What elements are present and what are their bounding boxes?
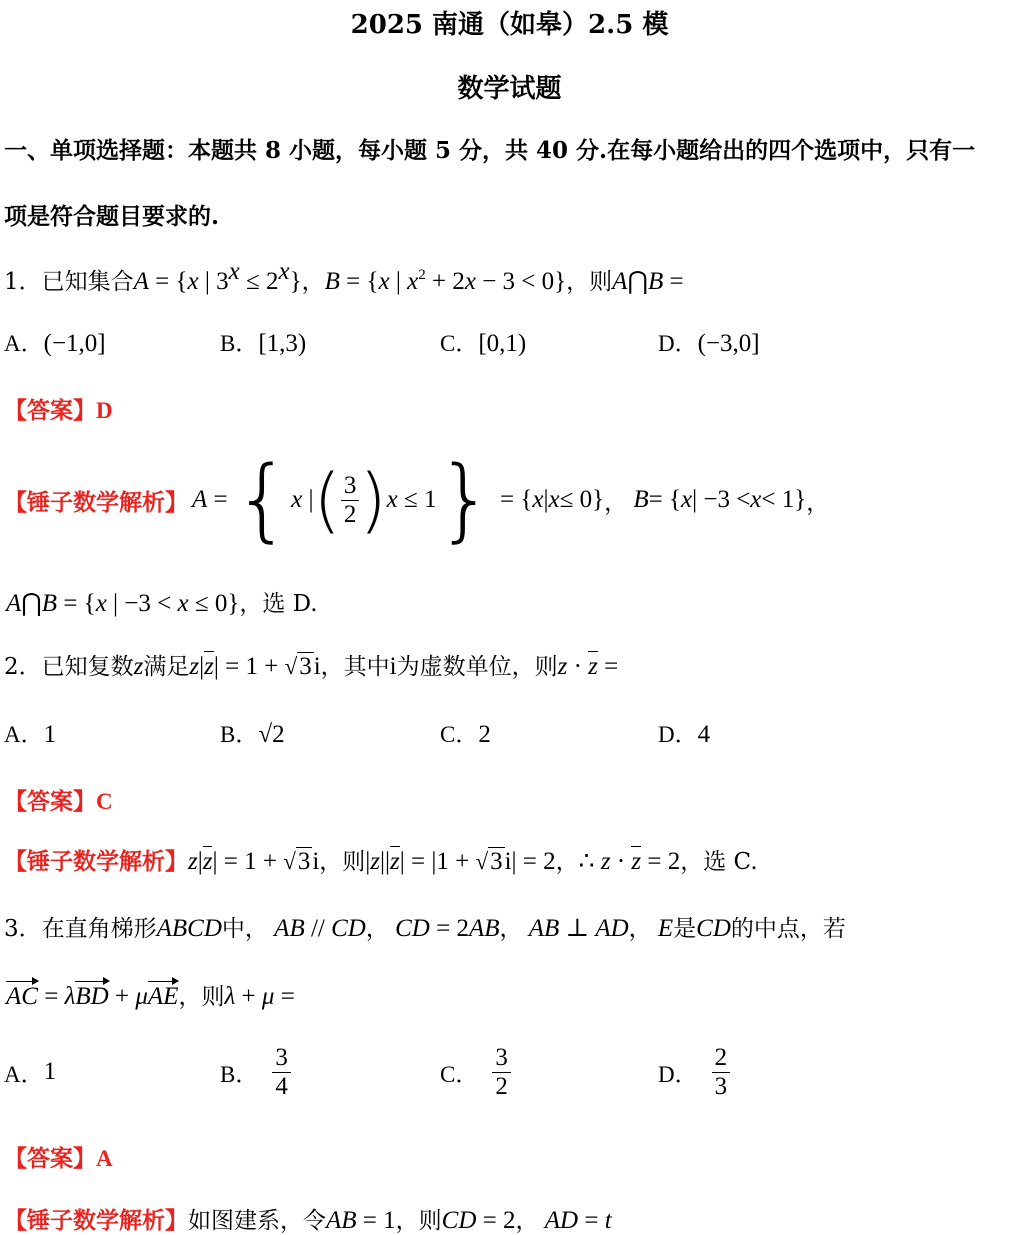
q2-analysis: 【锤子数学解析】z|z| = 1 + √3i，则|z||z| = |1 + √3i| = 2，∴ z · z = 2，选 C. [4,848,758,875]
q3-option-c[interactable]: C． $\frac{3}{2}$ [440,1040,511,1104]
q1-option-d[interactable]: D．(−3,0] [658,330,760,357]
question-number: 1． [4,269,42,295]
question-2: 2．已知复数z满足z|z| = 1 + √3i，其中i为虚数单位，则z · z = [4,653,619,680]
q1-option-c[interactable]: C．[0,1) [440,330,527,357]
q2-option-d[interactable]: D．4 [658,721,711,748]
q3-option-d[interactable]: D． $\frac{2}{3}$ [658,1040,730,1104]
question-1: 1．已知集合A = {x | $3^x \le 2^x$}，B = {x | $x^2 + 2x - 3 < 0$}，则A⋂B = [4,258,684,295]
section-heading-line2: 项是符合题目要求的. [4,203,220,230]
q1-analysis-cont: A⋂B = {x | −3 < x ≤ 0}，选 D. [6,590,318,617]
q3-answer: 【答案】A [4,1145,113,1172]
question-text: 已知集合 [41,269,134,295]
page-title: 2025 南通（如皋）2.5 模 [350,10,669,40]
q2-option-b[interactable]: B．√2 [220,721,285,748]
q1-analysis: 【锤子数学解析】 A = { x | ( $\frac{3}{2}$ ) x ≤ 1 } = { x | x ≤ 0} ， B = { x | −3 < x < 1} ， [4,447,830,552]
question-3: 3．在直角梯形ABCD中， AB // CD， CD = 2AB， AB ⊥ AD， E是CD的中点，若 [4,915,846,942]
question-3-cont: AC = λBD + μAE，则λ + μ = [6,983,295,1010]
section-heading-line1: 一、单项选择题：本题共 8 小题，每小题 5 分，共 40 分.在每小题给出的四个选项中，只有一 [4,137,976,164]
q2-option-c[interactable]: C．2 [440,721,491,748]
q2-answer: 【答案】C [4,788,113,815]
q2-option-a[interactable]: A．1 [4,721,57,748]
q3-option-a[interactable]: A． 1 [4,1058,57,1087]
q3-analysis: 【锤子数学解析】如图建系，令AB = 1，则CD = 2， AD = t [4,1207,612,1234]
page-subtitle: 数学试题 [457,74,562,104]
question-number: 3． [4,916,42,942]
question-number: 2． [4,654,42,680]
question-text: ，则 [566,269,613,295]
q1-option-b[interactable]: B．[1,3) [220,330,307,357]
q1-answer: 【答案】D [4,397,113,424]
q1-option-a[interactable]: A．(−1,0] [4,330,106,357]
q3-option-b[interactable]: B． $\frac{3}{4}$ [220,1040,291,1104]
